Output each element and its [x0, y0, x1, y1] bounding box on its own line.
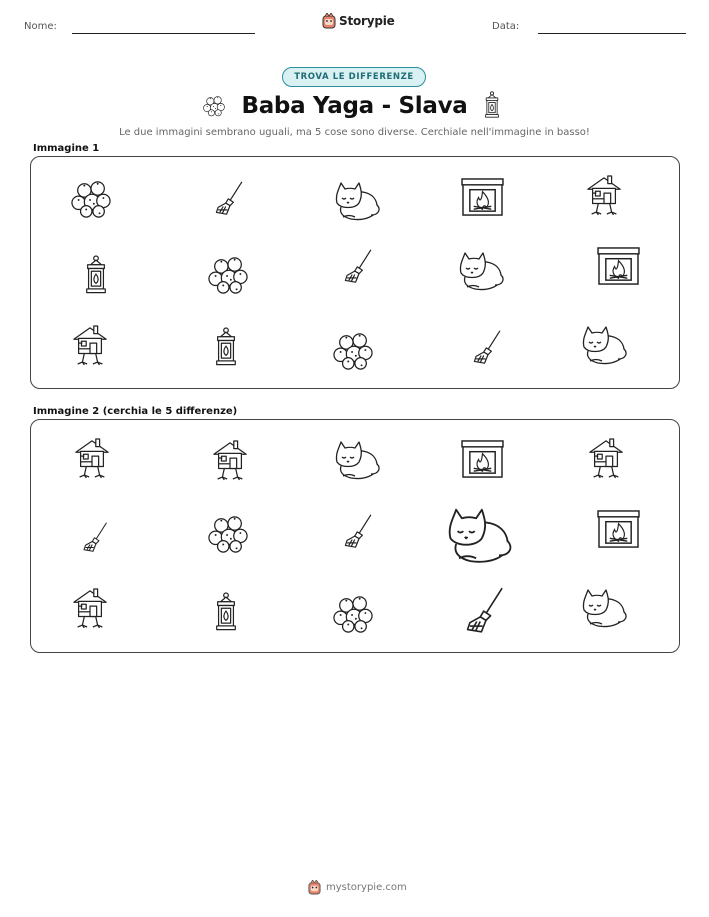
storypie-mascot-icon: [308, 880, 321, 895]
date-label: Data:: [492, 21, 520, 32]
image2-panel: [30, 419, 680, 653]
broom-icon[interactable]: [342, 508, 376, 554]
instructions: Le due immagini sembrano uguali, ma 5 cose sono diverse. Cerchiale nell'immagine in basso!: [119, 127, 590, 138]
fireplace-icon[interactable]: [461, 440, 504, 479]
name-field-line[interactable]: [72, 33, 255, 34]
hut-icon[interactable]: [71, 321, 109, 369]
berries-icon[interactable]: [206, 514, 250, 554]
berries-icon[interactable]: [69, 179, 113, 219]
name-label: Nome:: [24, 21, 57, 32]
image2-label: Immagine 2 (cerchia le 5 differenze): [33, 406, 238, 417]
broom-icon[interactable]: [463, 578, 509, 642]
brand-name: Storypie: [339, 14, 395, 28]
footer-url[interactable]: mystorypie.com: [326, 882, 407, 893]
broom-icon[interactable]: [81, 514, 111, 560]
broom-icon[interactable]: [342, 243, 376, 289]
page-title: Baba Yaga - Slava: [241, 93, 468, 119]
cat-icon[interactable]: [332, 438, 382, 480]
berries-icon[interactable]: [206, 255, 250, 295]
hut-icon[interactable]: [587, 434, 625, 482]
hut-icon[interactable]: [211, 436, 249, 484]
cat-icon[interactable]: [456, 249, 506, 291]
cat-icon[interactable]: [579, 586, 629, 628]
footer: [308, 880, 407, 895]
lantern-icon[interactable]: [213, 588, 239, 636]
cat-icon[interactable]: [443, 504, 515, 564]
date-field-line[interactable]: [538, 33, 686, 34]
hut-icon[interactable]: [71, 584, 109, 632]
broom-icon[interactable]: [471, 323, 505, 371]
image1-panel: [30, 156, 680, 389]
fireplace-icon[interactable]: [597, 247, 640, 286]
storypie-mascot-icon: [322, 13, 336, 29]
title-lantern-icon: [483, 91, 501, 119]
image1-label: Immagine 1: [33, 143, 100, 154]
lantern-icon[interactable]: [213, 323, 239, 371]
fireplace-icon[interactable]: [461, 178, 504, 217]
hut-icon[interactable]: [585, 171, 623, 219]
hut-icon[interactable]: [73, 434, 111, 482]
activity-badge: TROVA LE DIFFERENZE: [282, 67, 426, 87]
fireplace-icon[interactable]: [597, 510, 640, 549]
brand-logo: [322, 13, 395, 29]
berries-icon[interactable]: [331, 331, 375, 371]
broom-icon[interactable]: [213, 175, 247, 221]
berries-icon[interactable]: [331, 594, 375, 634]
lantern-icon[interactable]: [83, 251, 109, 299]
cat-icon[interactable]: [579, 323, 629, 365]
cat-icon[interactable]: [332, 179, 382, 221]
